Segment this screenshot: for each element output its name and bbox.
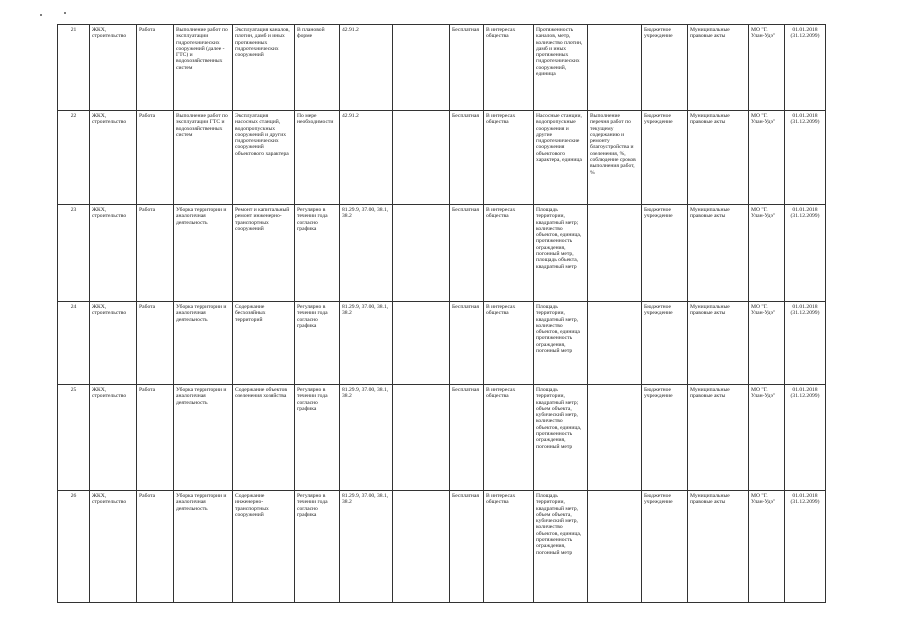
cell-payment — [450, 385, 484, 491]
cell-content — [233, 385, 295, 491]
cell-type-text: Работа — [139, 27, 156, 33]
cell-sector-text: ЖКХ, строительство — [92, 27, 127, 40]
cell-content-text: Эксплуатация насосных станций, водопропускных сооружений и других гидротехнических сооружений объектового характера — [235, 113, 289, 157]
cell-terms-text: Регулярно в течении года согласно графика — [297, 304, 328, 329]
cell-terms — [295, 205, 340, 302]
cell-okved — [340, 302, 393, 385]
cell-okved-text: 81.29.9, 37.00, 38.1, 38.2 — [342, 387, 389, 400]
cell-content-text: Эксплуатация каналов, плотин, дамб и иных протяженных гидротехнических сооружений — [235, 27, 290, 59]
cell-okved — [340, 491, 393, 603]
cell-payment-text: Бесплатная — [452, 113, 479, 119]
cell-date — [785, 25, 826, 111]
cell-institution-text: Бюджетное учреждение — [644, 387, 673, 400]
cell-content — [233, 111, 295, 205]
cell-acts — [688, 111, 749, 205]
cell-mo-text: МО "Г. Улан-Удэ" — [751, 387, 776, 400]
cell-num — [58, 25, 90, 111]
cell-date — [785, 205, 826, 302]
cell-mo-text: МО "Г. Улан-Удэ" — [751, 113, 776, 126]
cell-name — [174, 25, 233, 111]
cell-content-text: Содержание объектов озеленения хозяйства — [235, 387, 288, 400]
cell-extra — [393, 385, 450, 491]
scan-speck — [64, 12, 66, 14]
cell-type-text: Работа — [139, 207, 156, 213]
cell-date — [785, 111, 826, 205]
cell-content — [233, 491, 295, 603]
cell-interest — [484, 302, 534, 385]
cell-institution-text: Бюджетное учреждение — [644, 207, 673, 220]
cell-payment-text: Бесплатная — [452, 27, 479, 33]
cell-okved — [340, 111, 393, 205]
cell-mo — [749, 205, 785, 302]
cell-terms — [295, 491, 340, 603]
cell-date-text: 01.01.2018 (31.12.2099) — [790, 387, 820, 400]
cell-mo — [749, 385, 785, 491]
cell-date-text: 01.01.2018 (31.12.2099) — [790, 27, 820, 40]
cell-terms-text: Регулярно в течении года согласно графика — [297, 387, 328, 412]
cell-type — [137, 491, 174, 603]
cell-quality — [588, 205, 642, 302]
cell-mo — [749, 491, 785, 603]
cell-indicator — [534, 385, 588, 491]
cell-institution-text: Бюджетное учреждение — [644, 493, 673, 506]
cell-acts-text: Муниципальные правовые акты — [690, 493, 730, 506]
cell-terms-text: По мере необходимости — [297, 113, 334, 126]
cell-content — [233, 205, 295, 302]
cell-acts — [688, 25, 749, 111]
cell-indicator-text: Площадь территории, квадратный метр; количество объектов, единица, протяженность ограждения, погонный метр, площадь объекта, квадратный метр — [536, 207, 582, 270]
services-table — [57, 24, 826, 603]
cell-okved-text: 42.91.2 — [342, 27, 359, 33]
cell-okved — [340, 25, 393, 111]
cell-payment-text: Бесплатная — [452, 387, 479, 393]
cell-type — [137, 385, 174, 491]
cell-interest-text: В интересах общества — [486, 27, 516, 40]
cell-indicator — [534, 205, 588, 302]
cell-type-text: Работа — [139, 113, 156, 119]
cell-sector-text: ЖКХ, строительство — [92, 387, 127, 400]
cell-content — [233, 302, 295, 385]
cell-payment — [450, 111, 484, 205]
cell-quality — [588, 491, 642, 603]
cell-date — [785, 385, 826, 491]
table-row — [58, 25, 826, 111]
cell-type — [137, 205, 174, 302]
cell-num — [58, 385, 90, 491]
cell-date-text: 01.01.2018 (31.12.2099) — [790, 113, 820, 126]
cell-payment — [450, 491, 484, 603]
cell-institution-text: Бюджетное учреждение — [644, 27, 673, 40]
cell-sector-text: ЖКХ, строительство — [92, 493, 127, 506]
cell-num — [58, 491, 90, 603]
cell-name-text: Уборка территории и аналогичная деятельность — [176, 207, 227, 226]
cell-institution-text: Бюджетное учреждение — [644, 113, 673, 126]
cell-num-text: 24 — [70, 304, 77, 310]
cell-sector-text: ЖКХ, строительство — [92, 113, 127, 126]
cell-terms-text: Регулярно в течении года согласно графика — [297, 207, 328, 232]
cell-okved — [340, 205, 393, 302]
cell-indicator — [534, 491, 588, 603]
cell-name — [174, 491, 233, 603]
cell-num-text: 25 — [70, 387, 77, 393]
table-row — [58, 302, 826, 385]
cell-type-text: Работа — [139, 304, 156, 310]
cell-interest-text: В интересах общества — [486, 207, 516, 220]
cell-indicator-text: Площадь территории, квадратный метр, объем объекта, кубический метр, количество объектов, единица, протяженность ограждения, погонный метр — [536, 493, 582, 556]
cell-acts-text: Муниципальные правовые акты — [690, 207, 730, 220]
cell-acts-text: Муниципальные правовые акты — [690, 27, 730, 40]
cell-sector — [90, 385, 137, 491]
cell-extra — [393, 302, 450, 385]
cell-interest-text: В интересах общества — [486, 493, 516, 506]
cell-name-text: Уборка территории и аналогичная деятельность — [176, 304, 227, 323]
cell-acts — [688, 205, 749, 302]
cell-interest — [484, 491, 534, 603]
cell-terms-text: Регулярно в течении года согласно графика — [297, 493, 328, 518]
table-row — [58, 205, 826, 302]
cell-acts — [688, 491, 749, 603]
cell-indicator — [534, 25, 588, 111]
cell-interest — [484, 111, 534, 205]
cell-name-text: Уборка территории и аналогичная деятельность — [176, 493, 227, 512]
cell-name — [174, 205, 233, 302]
cell-institution — [642, 111, 688, 205]
cell-content-text: Содержание бесхозяйных территорий — [235, 304, 266, 323]
scan-speck — [40, 14, 42, 16]
cell-quality-text: Выполнение перечня работ по текущему содержанию и ремонту благоустройства и озеленения, %, соблюдение сроков выполнения работ, % — [590, 113, 636, 176]
cell-quality — [588, 385, 642, 491]
cell-institution — [642, 25, 688, 111]
cell-terms-text: В плановой форме — [297, 27, 325, 40]
cell-mo-text: МО "Г. Улан-Удэ" — [751, 493, 776, 506]
cell-date-text: 01.01.2018 (31.12.2099) — [790, 304, 820, 317]
table-row — [58, 385, 826, 491]
cell-interest — [484, 205, 534, 302]
cell-terms — [295, 111, 340, 205]
cell-interest-text: В интересах общества — [486, 304, 516, 317]
cell-sector — [90, 491, 137, 603]
cell-sector — [90, 111, 137, 205]
cell-name — [174, 111, 233, 205]
cell-extra — [393, 491, 450, 603]
cell-extra — [393, 25, 450, 111]
cell-interest — [484, 385, 534, 491]
table-body — [58, 25, 826, 603]
cell-payment-text: Бесплатная — [452, 304, 479, 310]
cell-name-text: Выполнение работ по эксплуатации гидротехнических сооружений (далее - ГТС) и водохозяйственных систем — [176, 27, 228, 71]
cell-institution-text: Бюджетное учреждение — [644, 304, 673, 317]
cell-date — [785, 491, 826, 603]
cell-quality — [588, 302, 642, 385]
cell-payment — [450, 25, 484, 111]
cell-num — [58, 302, 90, 385]
cell-payment-text: Бесплатная — [452, 207, 479, 213]
cell-indicator-text: Площадь территории, квадратный метр, количество объектов, единица протяженность ограждения, погонный метр — [536, 304, 580, 355]
cell-quality — [588, 111, 642, 205]
cell-indicator-text: Протяженность каналов, метр, количество плотин, дамб и иных протяженных гидротехнических сооружений, единица — [536, 27, 583, 78]
cell-okved-text: 42.91.2 — [342, 113, 359, 119]
cell-interest-text: В интересах общества — [486, 387, 516, 400]
cell-mo — [749, 302, 785, 385]
cell-num-text: 23 — [70, 207, 77, 213]
cell-interest-text: В интересах общества — [486, 113, 516, 126]
cell-content-text: Содержание инженерно-транспортных сооружений — [235, 493, 269, 518]
cell-mo-text: МО "Г. Улан-Удэ" — [751, 207, 776, 220]
cell-date-text: 01.01.2018 (31.12.2099) — [790, 493, 820, 506]
cell-num — [58, 111, 90, 205]
cell-content-text: Ремонт и капитальный ремонт инженерно-транспортных сооружений — [235, 207, 290, 232]
cell-indicator-text: Площадь территории, квадратный метр; объем объекта, кубический метр, количество объектов, единица, протяженность ограждения, погонный метр — [536, 387, 582, 450]
cell-mo — [749, 25, 785, 111]
cell-acts — [688, 302, 749, 385]
cell-sector — [90, 302, 137, 385]
cell-extra — [393, 205, 450, 302]
cell-okved-text: 81.29.9, 37.00, 38.1, 38.2 — [342, 493, 389, 506]
cell-type-text: Работа — [139, 387, 156, 393]
cell-terms — [295, 385, 340, 491]
cell-type — [137, 302, 174, 385]
cell-payment — [450, 302, 484, 385]
cell-okved-text: 81.29.9, 37.00, 38.1, 38.2 — [342, 304, 389, 317]
table-row — [58, 111, 826, 205]
cell-terms — [295, 25, 340, 111]
cell-acts-text: Муниципальные правовые акты — [690, 387, 730, 400]
cell-okved-text: 81.29.9, 37.00, 38.1, 38.2 — [342, 207, 389, 220]
cell-name-text: Уборка территории и аналогичная деятельность — [176, 387, 227, 406]
cell-institution — [642, 491, 688, 603]
cell-type — [137, 111, 174, 205]
cell-num-text: 22 — [70, 113, 77, 119]
cell-extra — [393, 111, 450, 205]
cell-acts — [688, 385, 749, 491]
cell-num-text: 21 — [70, 27, 77, 33]
cell-content — [233, 25, 295, 111]
cell-institution — [642, 385, 688, 491]
cell-quality — [588, 25, 642, 111]
cell-mo — [749, 111, 785, 205]
cell-mo-text: МО "Г. Улан-Удэ" — [751, 304, 776, 317]
cell-sector — [90, 205, 137, 302]
cell-indicator — [534, 111, 588, 205]
table-row — [58, 491, 826, 603]
cell-num-text: 26 — [70, 493, 77, 499]
cell-mo-text: МО "Г. Улан-Удэ" — [751, 27, 776, 40]
cell-num — [58, 205, 90, 302]
cell-payment-text: Бесплатная — [452, 493, 479, 499]
cell-acts-text: Муниципальные правовые акты — [690, 113, 730, 126]
cell-okved — [340, 385, 393, 491]
cell-sector — [90, 25, 137, 111]
cell-institution — [642, 205, 688, 302]
cell-name-text: Выполнение работ по эксплуатации ГТС и водохозяйственных систем — [176, 113, 228, 138]
cell-indicator-text: Насосные станции, водопропускные сооружения и другие гидротехнические сооружения объектового характера, единица — [536, 113, 582, 164]
cell-interest — [484, 25, 534, 111]
cell-type — [137, 25, 174, 111]
cell-acts-text: Муниципальные правовые акты — [690, 304, 730, 317]
cell-payment — [450, 205, 484, 302]
cell-date-text: 01.01.2018 (31.12.2099) — [790, 207, 820, 220]
cell-terms — [295, 302, 340, 385]
cell-sector-text: ЖКХ, строительство — [92, 304, 127, 317]
cell-date — [785, 302, 826, 385]
cell-name — [174, 302, 233, 385]
cell-sector-text: ЖКХ, строительство — [92, 207, 127, 220]
cell-institution — [642, 302, 688, 385]
cell-indicator — [534, 302, 588, 385]
cell-type-text: Работа — [139, 493, 156, 499]
cell-name — [174, 385, 233, 491]
